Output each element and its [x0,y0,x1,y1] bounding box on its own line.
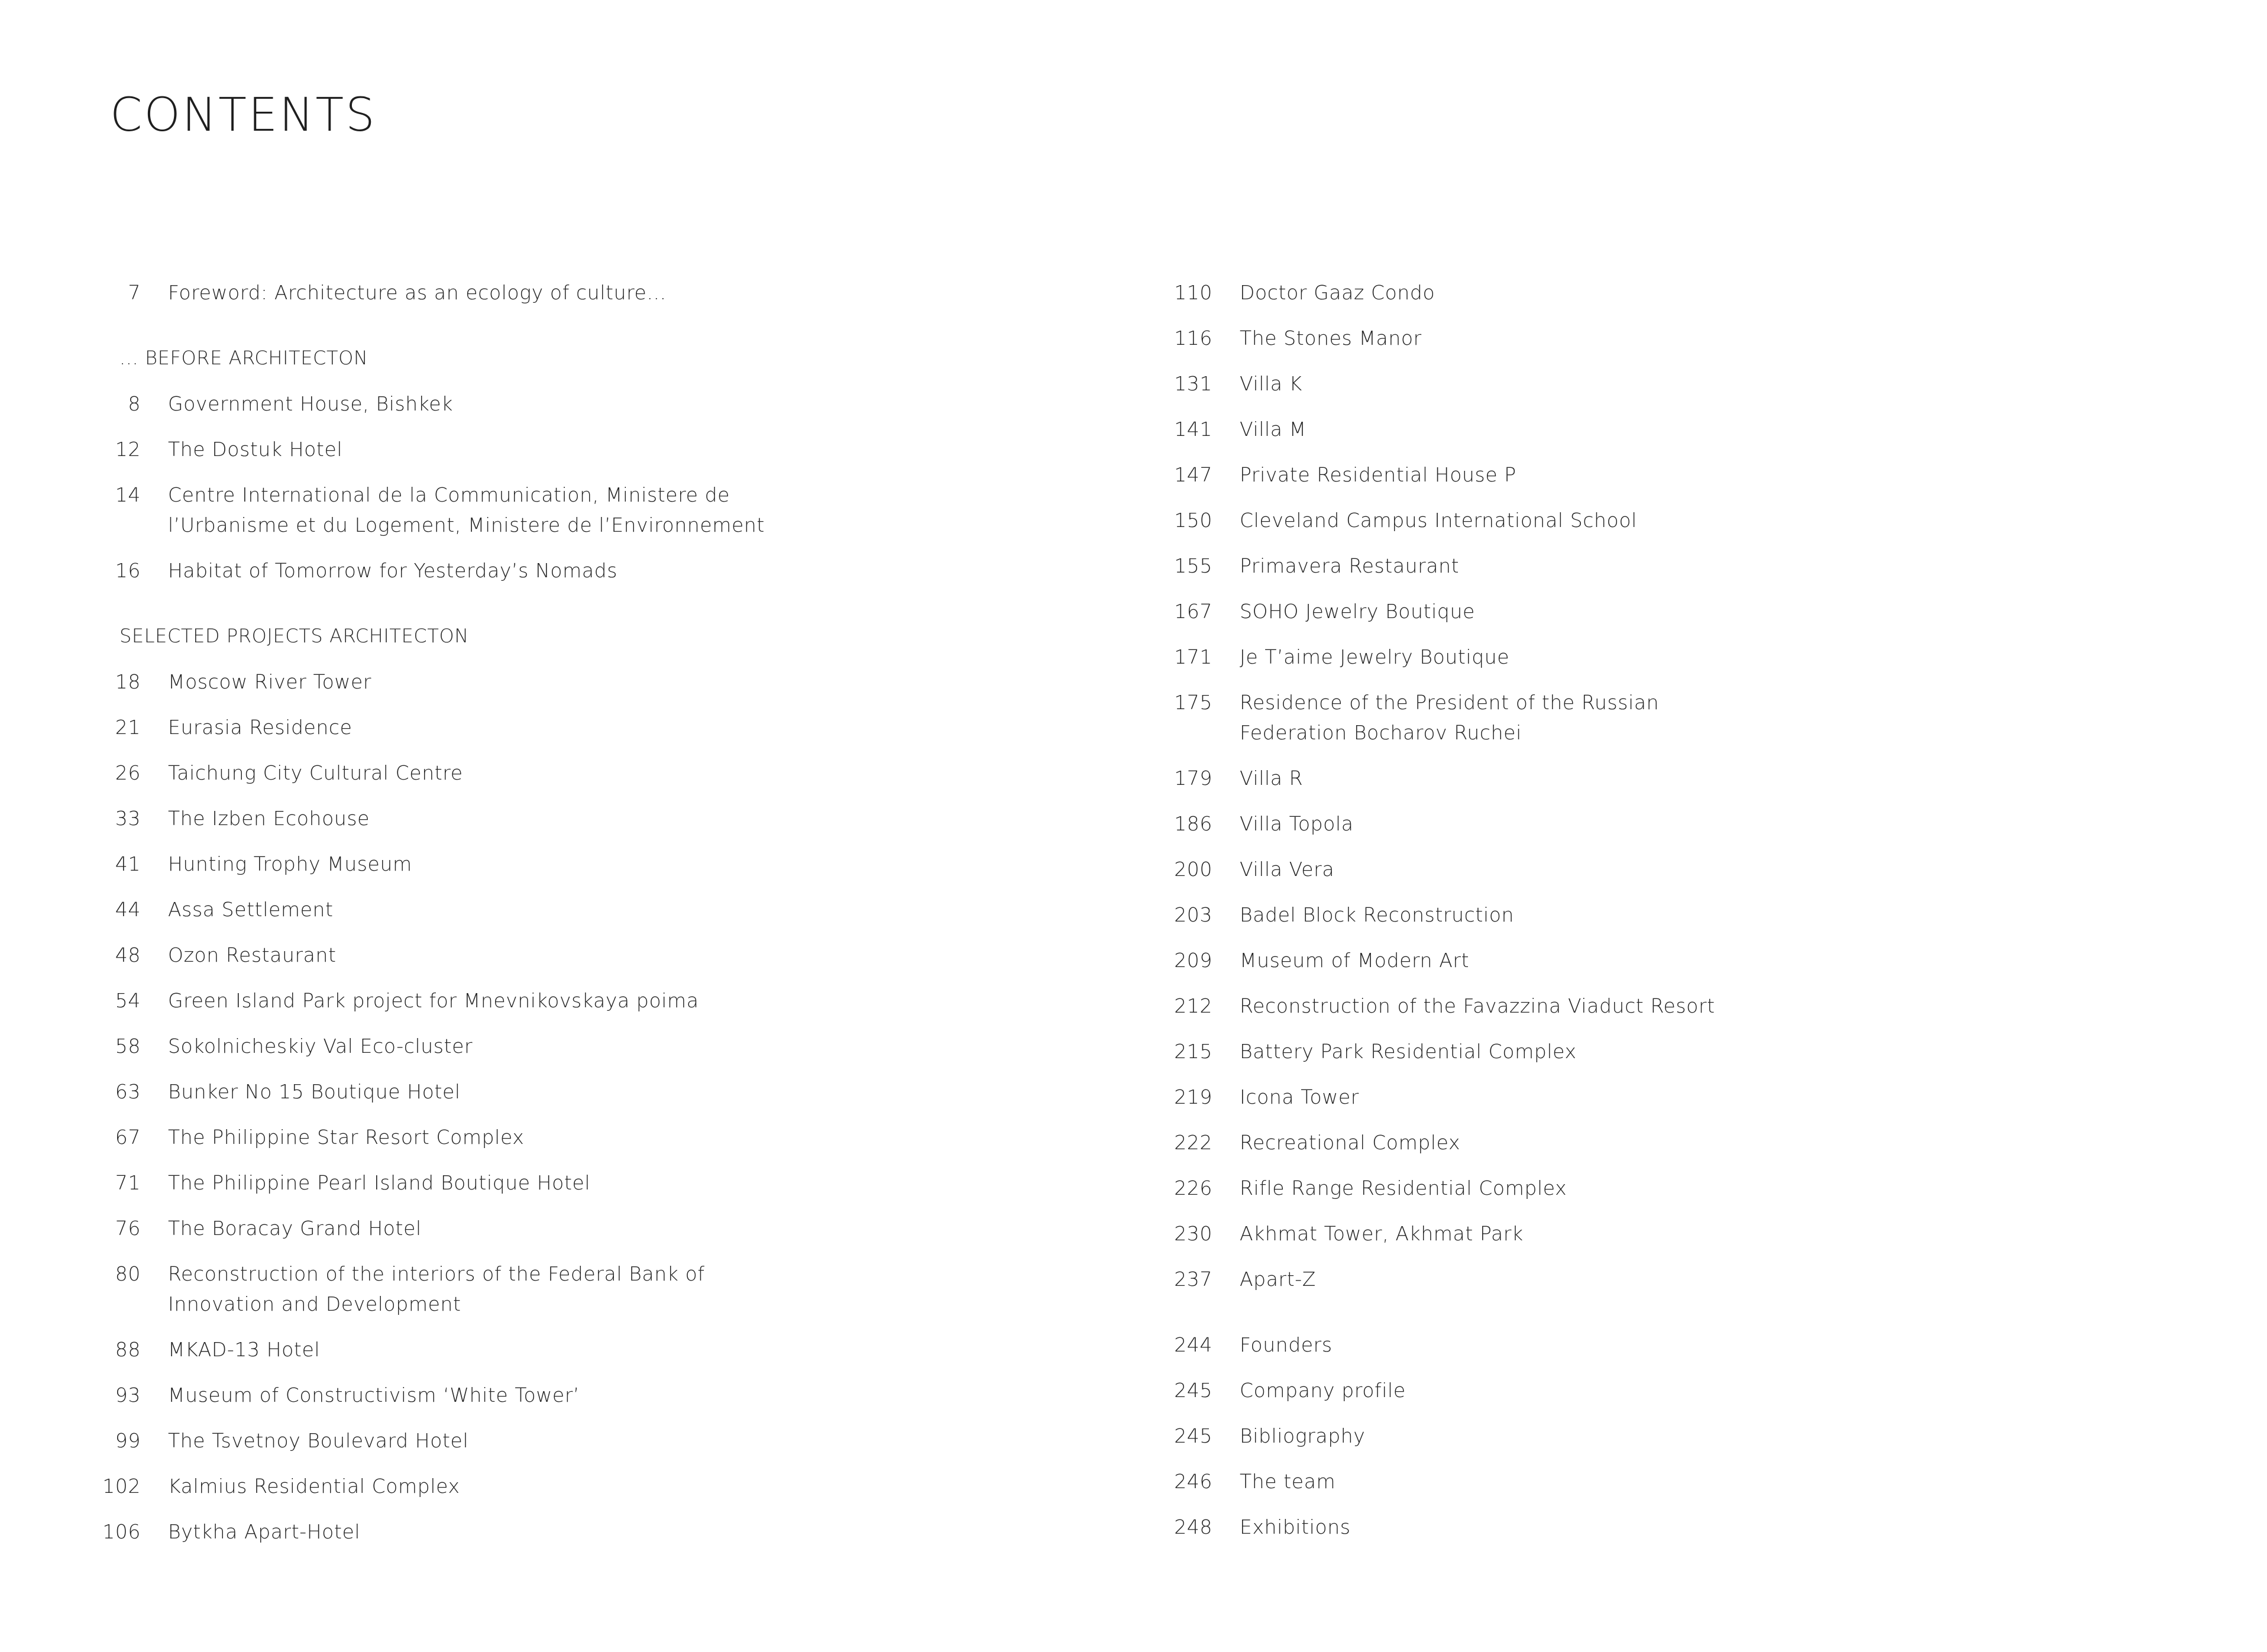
entry-title [1240,1367,1406,1413]
entry-title [1240,406,1306,452]
page-number: 248 [1174,1515,1212,1538]
page-number: 175 [1174,691,1212,714]
entry-title [1240,801,1354,846]
entry-title-line: Villa Vera [1240,858,1335,881]
entry-title [1240,983,1715,1029]
entry-title [1240,937,1469,983]
toc-entry[interactable] [1162,1322,2049,1367]
page-number: 171 [1174,645,1212,668]
page-number: 54 [115,989,141,1012]
entry-title [168,1069,461,1114]
page-number: 212 [1174,994,1212,1017]
page-title: CONTENTS [110,89,377,142]
entry-title-line-2: Federation Bocharov Ruchei [1240,721,1522,744]
toc-entry[interactable] [1162,801,2049,846]
entry-title [168,796,370,841]
entry-title [1240,755,1303,801]
entry-title-line: Battery Park Residential Complex [1240,1040,1577,1063]
entry-title [1240,452,1516,497]
entry-title [168,1251,705,1327]
toc-entry[interactable] [1162,1029,2049,1074]
entry-title [168,1023,473,1069]
toc-entry[interactable] [1162,1367,2049,1413]
page-number: 14 [115,483,141,506]
toc-entry[interactable] [1162,361,2049,406]
entry-title-line: MKAD-13 Hotel [168,1338,321,1361]
entry-title-line: Founders [1240,1333,1333,1356]
toc-entry[interactable] [89,1114,976,1160]
entry-title-line: Centre International de la Communication, Ministere de [168,483,730,506]
toc-entry[interactable] [1162,406,2049,452]
section-heading: SELECTED PROJECTS ARCHITECTON [119,625,469,647]
toc-entry[interactable] [1162,680,2049,755]
page-number: 48 [115,943,141,966]
page-number: 7 [128,281,141,304]
entry-title [1240,1413,1365,1459]
toc-entry[interactable] [1162,937,2049,983]
toc-entry[interactable] [1162,983,2049,1029]
page-number: 76 [115,1217,141,1240]
toc-entry[interactable] [89,1069,976,1114]
entry-title [168,1205,422,1251]
toc-entry[interactable] [89,270,976,315]
page-number: 67 [115,1126,141,1149]
entry-title-line: Moscow River Tower [168,670,372,693]
toc-entry[interactable] [1162,1120,2049,1165]
entry-title [168,270,667,315]
entry-title-line: Icona Tower [1240,1085,1359,1108]
entry-title [168,472,765,548]
entry-title-line: The Izben Ecohouse [168,807,370,830]
entry-title-line: Reconstruction of the Favazzina Viaduct Resort [1240,994,1715,1017]
entry-title-line: Residence of the President of the Russian [1240,691,1660,714]
entry-title [1240,1165,1567,1211]
entry-title-line: Bunker No 15 Boutique Hotel [168,1080,461,1103]
page-number: 203 [1174,903,1212,926]
toc-entry[interactable] [89,548,976,593]
toc-right-column [1162,270,2049,1550]
toc-entry[interactable] [89,796,976,841]
toc-entry[interactable] [1162,543,2049,589]
page-number: 179 [1174,767,1212,790]
toc-entry[interactable] [1162,270,2049,315]
entry-title-line: The Dostuk Hotel [168,438,343,461]
entry-title-line: Apart-Z [1240,1268,1316,1291]
entry-title [168,978,699,1023]
entry-title [168,1114,524,1160]
entry-title [1240,680,1659,755]
toc-entry[interactable] [1162,1256,2049,1302]
entry-title-line: Bytkha Apart-Hotel [168,1520,361,1543]
toc-entry[interactable] [89,1509,976,1554]
toc-entry[interactable] [89,1418,976,1463]
entry-title-line: Primavera Restaurant [1240,554,1460,577]
entry-title-line: Museum of Constructivism ‘White Tower’ [168,1383,580,1407]
entry-title [168,381,453,426]
toc-entry[interactable] [1162,315,2049,361]
page-number: 21 [115,716,141,739]
entry-title-line: Recreational Complex [1240,1131,1461,1154]
entry-title [168,1160,590,1205]
page-number: 8 [128,392,141,415]
page-number: 222 [1174,1131,1212,1154]
entry-title [1240,1074,1359,1120]
entry-title-line: Cleveland Campus International School [1240,509,1637,532]
entry-title-line: Government House, Bishkek [168,392,453,415]
entry-title-line: Hunting Trophy Museum [168,852,412,875]
page-number: 26 [115,761,141,784]
page-number: 244 [1174,1333,1212,1356]
entry-title-line: The team [1240,1470,1336,1493]
toc-entry[interactable] [1162,497,2049,543]
entry-title [168,1463,460,1509]
entry-title-line: Akhmat Tower, Akhmat Park [1240,1222,1524,1245]
toc-entry[interactable] [89,659,976,704]
entry-title-line: Bibliography [1240,1424,1366,1447]
entry-title-line: Green Island Park project for Mnevnikovskaya poima [168,989,699,1012]
entry-title [168,426,342,472]
entry-title-line: Exhibitions [1240,1515,1351,1538]
entry-title-line: Habitat of Tomorrow for Yesterday’s Nomads [168,559,618,582]
page-number: 230 [1174,1222,1212,1245]
entry-title-line: Villa M [1240,418,1306,441]
entry-title-line-2: Innovation and Development [168,1292,461,1315]
entry-title [1240,270,1435,315]
entry-title [168,1372,580,1418]
page-number: 215 [1174,1040,1212,1063]
page-number: 226 [1174,1176,1212,1200]
entry-title-line: Villa K [1240,372,1302,395]
entry-title-line: The Stones Manor [1240,326,1422,350]
page-number: 219 [1174,1085,1212,1108]
entry-title-line: The Boracay Grand Hotel [168,1217,422,1240]
entry-title-line: Taichung City Cultural Centre [168,761,463,784]
entry-title [168,932,337,978]
entry-title-line: Private Residential House P [1240,463,1516,486]
entry-title-line: Eurasia Residence [168,716,352,739]
toc-entry[interactable] [89,841,976,887]
page-number: 71 [115,1171,141,1194]
toc-entry[interactable] [89,704,976,750]
entry-title-line: Museum of Modern Art [1240,949,1470,972]
toc-section [1162,270,2049,1302]
entry-title-line-2: l’Urbanisme et du Logement, Ministere de l’Environnement [168,513,765,536]
section-heading: ... BEFORE ARCHITECTON [119,347,368,369]
entry-title-line: Foreword: Architecture as an ecology of culture... [168,281,667,304]
page-number: 110 [1174,281,1212,304]
page-number: 131 [1174,372,1212,395]
page-number: 141 [1174,418,1212,441]
entry-title [168,887,334,932]
entry-title-line: Sokolnicheskiy Val Eco-cluster [168,1034,473,1058]
toc-entry[interactable] [89,381,976,426]
page-number: 150 [1174,509,1212,532]
entry-title [168,1509,360,1554]
page-number: 245 [1174,1379,1212,1402]
entry-title-line: SOHO Jewelry Boutique [1240,600,1475,623]
toc-entry[interactable] [1162,1459,2049,1504]
page-number: 200 [1174,858,1212,881]
entry-title-line: Badel Block Reconstruction [1240,903,1515,926]
toc-entry[interactable] [89,426,976,472]
entry-title [168,841,412,887]
entry-title [1240,1120,1460,1165]
page-number: 63 [115,1080,141,1103]
toc-entry[interactable] [89,1023,976,1069]
page-number: 33 [115,807,141,830]
page-number: 58 [115,1034,141,1058]
entry-title-line: Villa R [1240,767,1304,790]
page-number: 237 [1174,1268,1212,1291]
toc-section [1162,1322,2049,1550]
entry-title-line: The Philippine Pearl Island Boutique Hotel [168,1171,591,1194]
page-number: 99 [115,1429,141,1452]
entry-title-line: Kalmius Residential Complex [168,1475,460,1498]
entry-title [168,548,617,593]
entry-title-line: Villa Topola [1240,812,1354,835]
page-number: 12 [115,438,141,461]
page-number: 102 [102,1475,141,1498]
toc-entry[interactable] [89,887,976,932]
entry-title [168,659,371,704]
toc-entry[interactable] [89,1160,976,1205]
toc-entry[interactable] [89,1205,976,1251]
entry-title-line: Ozon Restaurant [168,943,337,966]
entry-title [1240,589,1475,634]
entry-title [168,750,463,796]
page-number: 106 [102,1520,141,1543]
entry-title [168,1327,320,1372]
entry-title-line: Reconstruction of the interiors of the Federal Bank of [168,1262,705,1285]
toc-section [89,270,976,315]
toc-entry[interactable] [89,1463,976,1509]
page-number: 41 [115,852,141,875]
entry-title-line: Je T’aime Jewelry Boutique [1240,645,1510,668]
entry-title [168,1418,468,1463]
toc-entry[interactable] [1162,1211,2049,1256]
toc-entry[interactable] [1162,1165,2049,1211]
toc-entry[interactable] [89,472,976,548]
entry-title [1240,634,1509,680]
toc-entry[interactable] [89,750,976,796]
entry-title-line: Assa Settlement [168,898,334,921]
toc-entry[interactable] [89,1372,976,1418]
toc-entry[interactable] [1162,1504,2049,1550]
toc-entry[interactable] [1162,1413,2049,1459]
toc-entry[interactable] [1162,892,2049,937]
entry-title [1240,543,1459,589]
toc-entry[interactable] [89,1327,976,1372]
toc-entry[interactable] [1162,452,2049,497]
toc-entry[interactable] [1162,1074,2049,1120]
toc-entry[interactable] [89,932,976,978]
entry-title-line: The Philippine Star Resort Complex [168,1126,525,1149]
page-number: 209 [1174,949,1212,972]
page-number: 245 [1174,1424,1212,1447]
toc-entry[interactable] [89,978,976,1023]
entry-title [1240,1029,1577,1074]
entry-title [1240,892,1514,937]
page-number: 246 [1174,1470,1212,1493]
entry-title [1240,846,1334,892]
page-number: 147 [1174,463,1212,486]
toc-entry[interactable] [89,1251,976,1327]
page-number: 93 [115,1383,141,1407]
toc-section [89,613,976,1554]
entry-title [1240,1211,1524,1256]
toc-entry[interactable] [1162,589,2049,634]
page-number: 44 [115,898,141,921]
page-number: 80 [115,1262,141,1285]
entry-title [168,704,352,750]
page-number: 186 [1174,812,1212,835]
toc-left-column [89,270,976,1554]
entry-title-line: Rifle Range Residential Complex [1240,1176,1567,1200]
toc-entry[interactable] [1162,846,2049,892]
entry-title [1240,1459,1335,1504]
page-number: 167 [1174,600,1212,623]
entry-title [1240,1256,1316,1302]
toc-entry[interactable] [1162,634,2049,680]
page-number: 18 [115,670,141,693]
page-number: 155 [1174,554,1212,577]
entry-title [1240,1504,1351,1550]
toc-section [89,335,976,593]
page-number: 116 [1174,326,1212,350]
entry-title [1240,361,1302,406]
toc-entry[interactable] [1162,755,2049,801]
entry-title [1240,497,1637,543]
entry-title-line: The Tsvetnoy Boulevard Hotel [168,1429,469,1452]
entry-title [1240,315,1422,361]
entry-title-line: Company profile [1240,1379,1406,1402]
page-number: 16 [115,559,141,582]
entry-title-line: Doctor Gaaz Condo [1240,281,1435,304]
entry-title [1240,1322,1333,1367]
page-number: 88 [115,1338,141,1361]
